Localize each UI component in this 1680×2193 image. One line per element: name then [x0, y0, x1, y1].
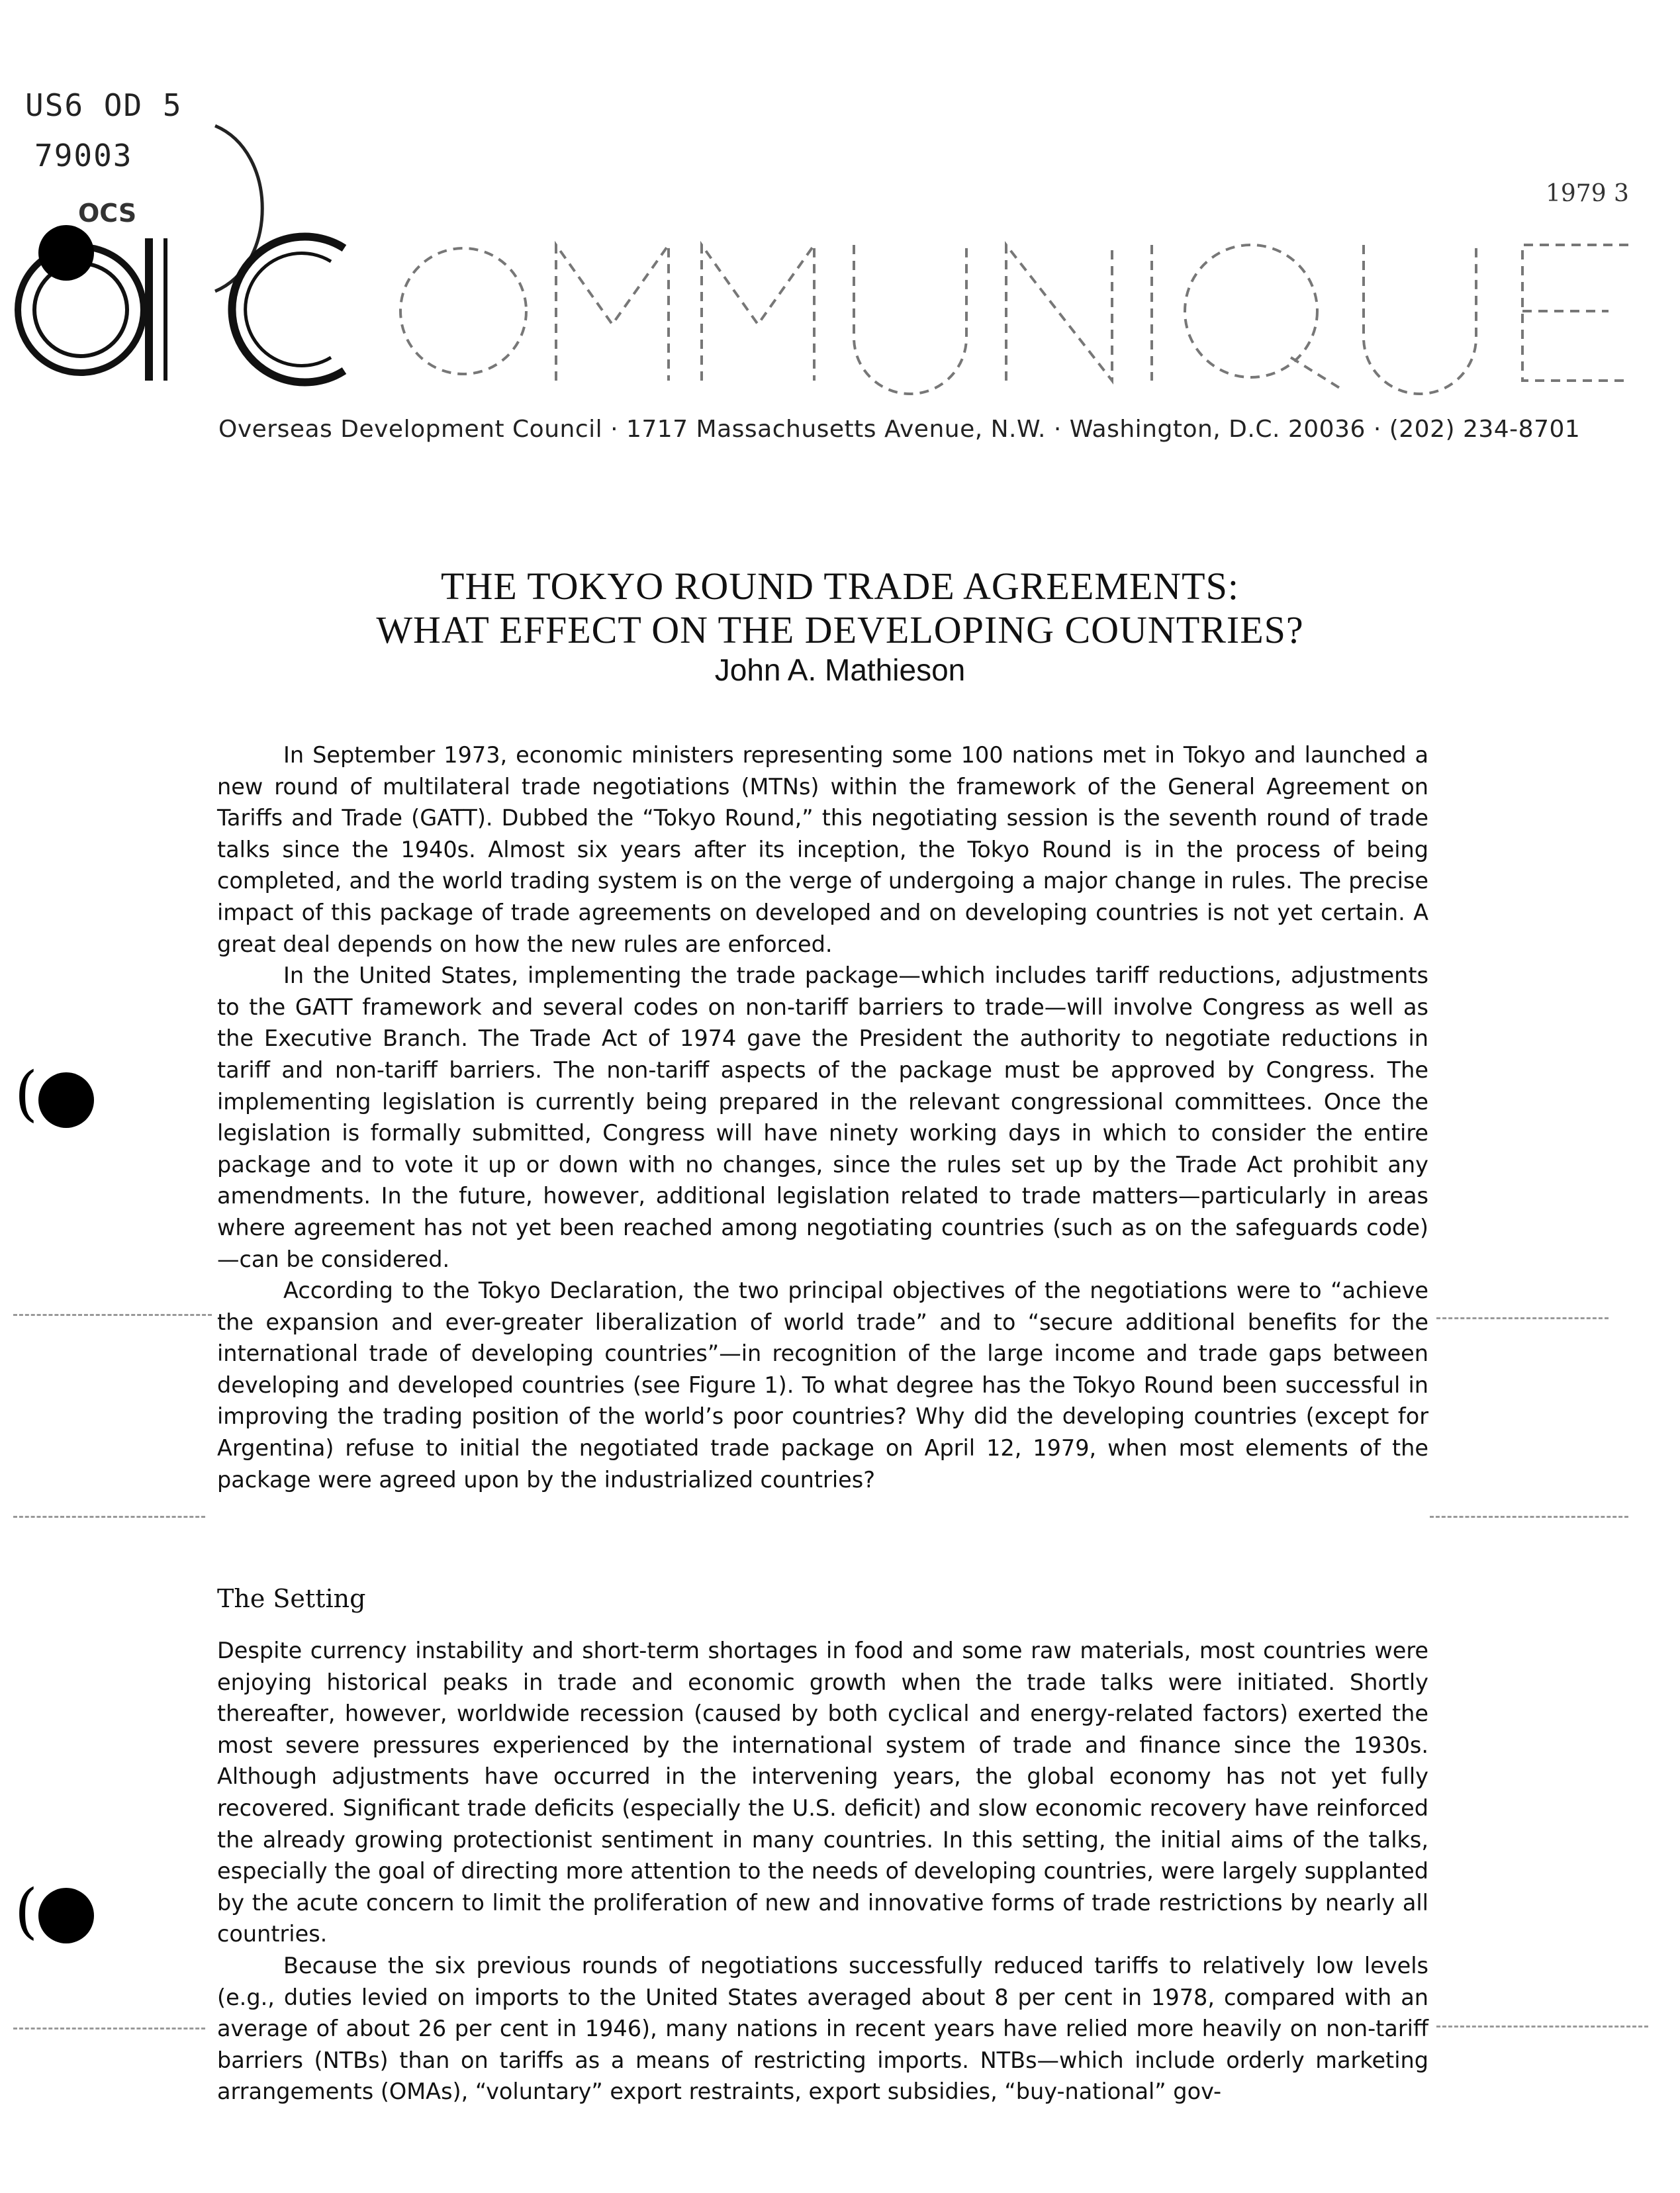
- scan-artifact: [13, 1314, 212, 1316]
- setting-body: [217, 1635, 1428, 2108]
- communique-masthead-logo: [0, 99, 1680, 410]
- paragraph-setting: Despite currency instability and short-term shortages in food and some raw materials, most countries were enjoying historical peaks in trade and economic growth when the trade talks were initiated. Shortly thereafter, however, worldwide recession (caused by both cyclical and energy-related factors) exerted the most severe pressures experienced by the international system of trade and finance since the 1930s. Although adjustments have occurred in the intervening years, the global economy has not yet fully recovered. Significant trade deficits (especially the U.S. deficit) and slow economic recovery have reinforced the already growing protectionist sentiment in many countries. In this setting, the initial aims of the talks, especially the goal of directing more attention to the needs of developing countries, were largely supplanted by the acute concern to limit the proliferation of new and innovative forms of trade restrictions by nearly all countries.: [217, 1638, 1428, 1947]
- paragraph-tariffs: Because the six previous rounds of negotiations successfully reduced tariffs to relatively low levels (e.g., duties levied on imports to the United States averaged about 8 per cent in 1978, compared with an average of about 26 per cent in 1946), many nations in recent years have relied more heavily on non-tariff barriers (NTBs) than on tariffs as a means of restricting imports. NTBs—which include orderly marketing arrangements (OMAs), “voluntary” export restraints, export subsidies, “buy-national” gov-: [217, 1952, 1428, 2105]
- article-title-line1: THE TOKYO ROUND TRADE AGREEMENTS:: [441, 565, 1239, 608]
- paragraph-intro: In September 1973, economic ministers representing some 100 nations met in Tokyo and launched a new round of multilateral trade negotiations (MTNs) within the framework of the General Agreement on Tariffs and Trade (GATT). Dubbed the “Tokyo Round,” this negotiating session is the seventh round of trade talks since the 1940s. Almost six years after its inception, the Tokyo Round is in the process of being completed, and the world trading system is on the verge of undergoing a major change in rules. The precise impact of this package of trade agreements on developed and on developing countries is not yet certain. A great deal depends on how the new rules are enforced.: [217, 742, 1428, 957]
- binder-hole-mark-bottom: (: [15, 1877, 38, 1946]
- paragraph-objectives: According to the Tokyo Declaration, the two principal objectives of the negotiations were to “achieve the expansion and ever-greater liberalization of world trade” and to “secure additional benefits for the international trade of developing countries”—in recognition of the large income and trade gaps between developing and developed countries (see Figure 1). To what degree has the Tokyo Round been successful in improving the trading position of the world’s poor countries? Why did the developing countries (except for Argentina) refuse to initial the negotiated trade package on April 12, 1979, when most elements of the package were agreed upon by the industrialized countries?: [217, 1278, 1428, 1493]
- intro-body: [217, 739, 1428, 1495]
- binder-hole-bottom: [38, 1888, 94, 1943]
- year-code: 1979 3: [1546, 180, 1629, 207]
- binder-hole-middle: [38, 1072, 94, 1128]
- scan-artifact: [1430, 1516, 1628, 1518]
- article-title-line2: WHAT EFFECT ON THE DEVELOPING COUNTRIES?: [376, 608, 1304, 651]
- article-author: John A. Mathieson: [714, 653, 966, 687]
- handwritten-call-number-line1: US6 OD 5: [25, 87, 183, 123]
- scan-artifact: [1436, 2026, 1648, 2028]
- section-heading-setting: The Setting: [217, 1584, 366, 1613]
- scan-artifact: [13, 2028, 205, 2030]
- handwritten-call-number-line2: 79003: [34, 138, 133, 173]
- paragraph-implementation: In the United States, implementing the trade package—which includes tariff reductions, adjustments to the GATT framework and several codes on non-tariff barriers to trade—will involve Congress as well as the Executive Branch. The Trade Act of 1974 gave the President the authority to negotiate reductions in tariff and non-tariff barriers. The non-tariff aspects of the package must be approved by Congress. The implementing legislation is currently being prepared in the relevant congressional committees. Once the legislation is formally submitted, Congress will have ninety working days in which to consider the entire package and to vote it up or down with no changes, since the rules set up by the Trade Act prohibit any amendments. In the future, however, additional legislation related to trade matters—particularly in areas where agreement has not yet been reached among negotiating countries (such as on the safeguards code)—can be considered.: [217, 962, 1428, 1272]
- scan-artifact: [13, 1516, 205, 1518]
- binder-hole-top: [38, 225, 94, 281]
- scan-artifact: [1436, 1317, 1609, 1319]
- binder-hole-mark-middle: (: [15, 1059, 38, 1129]
- masthead-address: Overseas Development Council · 1717 Massachusetts Avenue, N.W. · Washington, D.C. 20036 · (202) 234-8701: [218, 416, 1581, 443]
- docs-stamp: OCS: [78, 199, 137, 228]
